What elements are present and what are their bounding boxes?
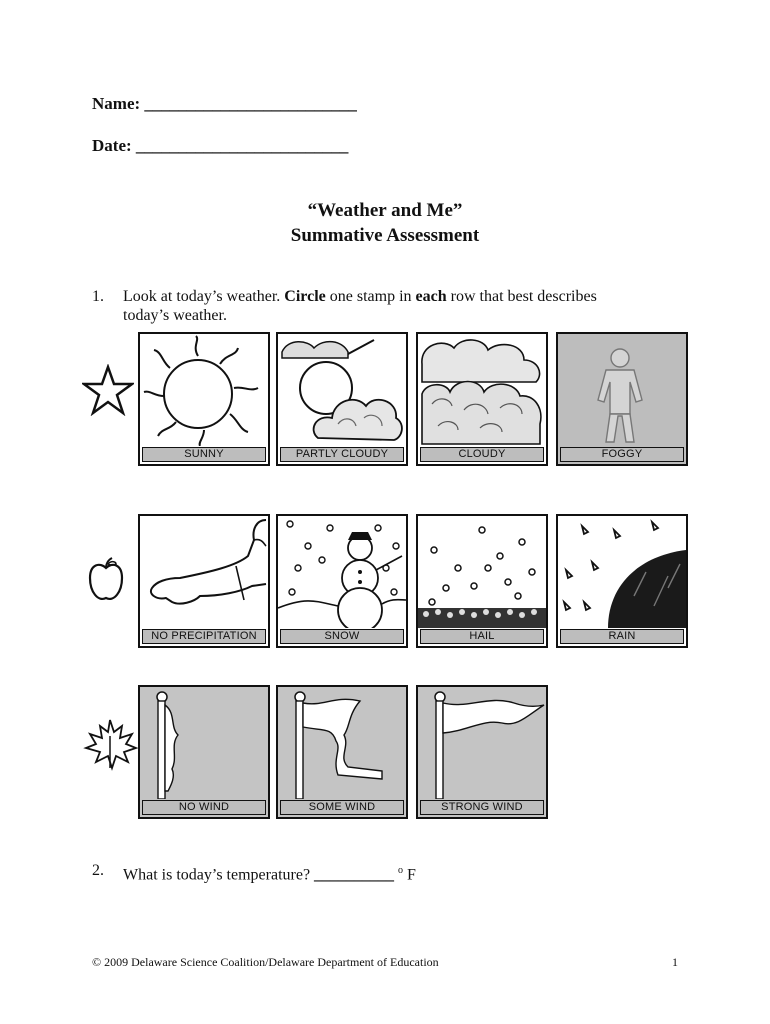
- hail-icon: [418, 516, 546, 628]
- sun-icon: [140, 334, 268, 446]
- stamp-label: NO WIND: [142, 800, 266, 815]
- stamp-label: SNOW: [280, 629, 404, 644]
- page-number: 1: [672, 955, 678, 969]
- stamp-cloudy[interactable]: [416, 332, 548, 466]
- stamp-label: NO PRECIPITATION: [142, 629, 266, 644]
- stamp-no-wind[interactable]: [138, 685, 270, 819]
- outstretched-hand-icon: [140, 516, 268, 628]
- page-subtitle: Summative Assessment: [290, 225, 480, 246]
- temperature-blank[interactable]: __________: [314, 866, 395, 884]
- unit-label: F: [407, 866, 416, 884]
- stamp-label: CLOUDY: [420, 447, 544, 462]
- stamp-no-precipitation[interactable]: [138, 514, 270, 648]
- stamp-label: HAIL: [420, 629, 544, 644]
- cloud-icon: [418, 334, 546, 446]
- question-2-text: What is today’s temperature? __________ $^o$ F: [123, 865, 416, 884]
- stamp-label: STRONG WIND: [420, 800, 544, 815]
- question-1-text: Look at today’s weather. Circle one stamp in each row that best describes today’s weather.: [123, 288, 597, 324]
- stamp-label: PARTLY CLOUDY: [280, 447, 404, 462]
- page-title: “Weather and Me”: [307, 200, 463, 221]
- fog-person-icon: [558, 334, 686, 446]
- stamp-hail[interactable]: [416, 514, 548, 648]
- stamp-partly-cloudy[interactable]: [276, 332, 408, 466]
- degree-mark: o: [398, 865, 404, 876]
- star-icon: [82, 364, 134, 416]
- question-2-number: 2.: [92, 862, 104, 879]
- date-field: [92, 136, 348, 156]
- question-1-number: 1.: [92, 288, 104, 305]
- partly-cloudy-icon: [278, 334, 406, 446]
- stamp-rain[interactable]: [556, 514, 688, 648]
- name-field: [92, 94, 357, 114]
- flying-flag-icon: [418, 687, 546, 799]
- name-label: Name:: [92, 94, 141, 113]
- apple-icon: [86, 556, 126, 604]
- copyright-footer: © 2009 Delaware Science Coalition/Delaware Department of Education: [92, 955, 439, 969]
- snowman-icon: [278, 516, 406, 628]
- stamp-sunny[interactable]: [138, 332, 270, 466]
- waving-flag-icon: [278, 687, 406, 799]
- stamp-snow[interactable]: [276, 514, 408, 648]
- umbrella-rain-icon: [558, 516, 686, 628]
- stamp-label: FOGGY: [560, 447, 684, 462]
- leaf-icon: [82, 716, 138, 772]
- limp-flag-icon: [140, 687, 268, 799]
- stamp-label: SOME WIND: [280, 800, 404, 815]
- stamp-strong-wind[interactable]: [416, 685, 548, 819]
- name-blank[interactable]: _________________________: [144, 94, 357, 113]
- stamp-label: RAIN: [560, 629, 684, 644]
- stamp-some-wind[interactable]: [276, 685, 408, 819]
- date-label: Date:: [92, 136, 132, 155]
- date-blank[interactable]: _________________________: [135, 136, 349, 155]
- stamp-label: SUNNY: [142, 447, 266, 462]
- stamp-foggy[interactable]: [556, 332, 688, 466]
